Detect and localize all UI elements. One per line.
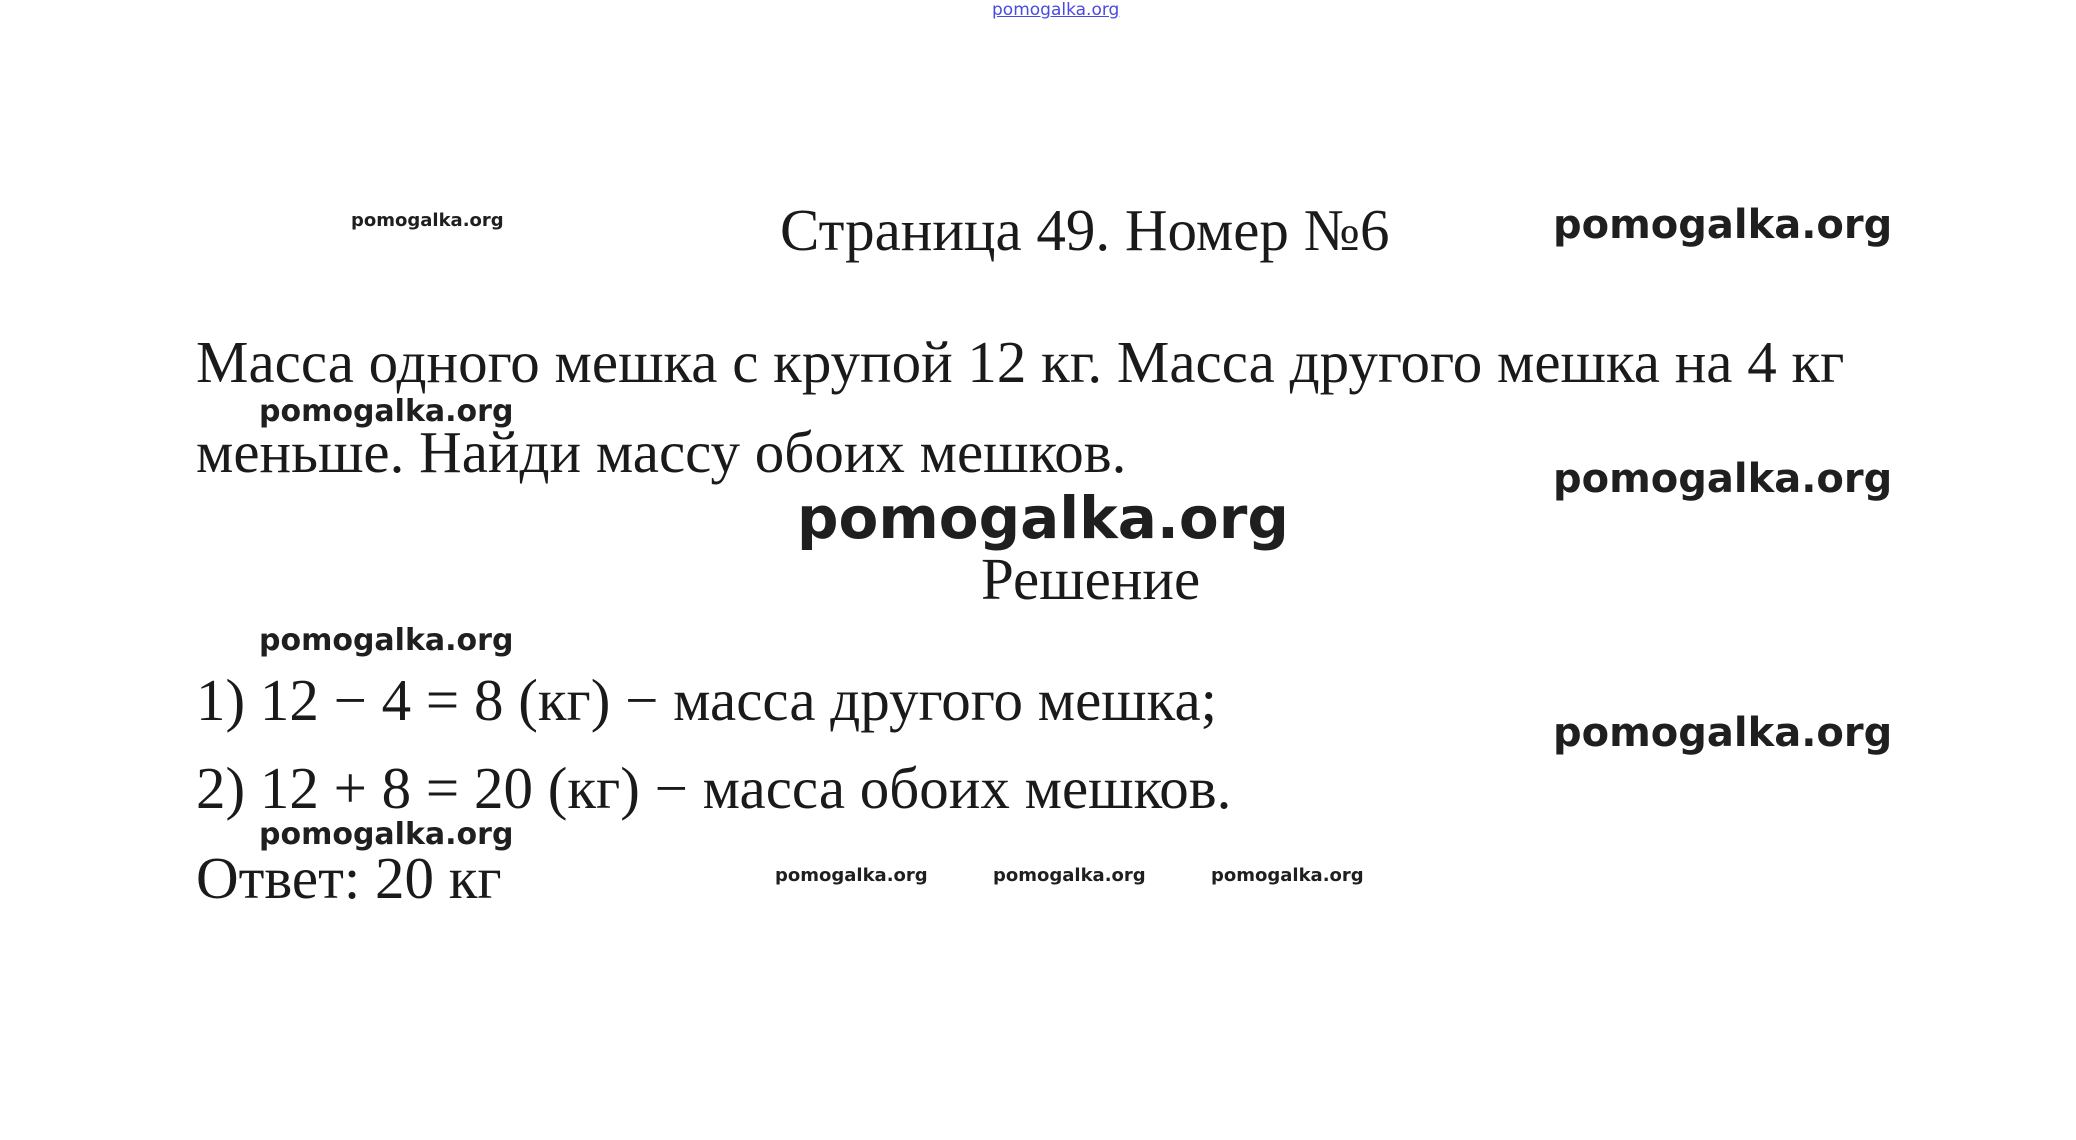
solution-step-1: 1) 12 − 4 = 8 (кг) − масса другого мешка; <box>196 667 1218 733</box>
task-text-line-1: Масса одного мешка с крупой 12 кг. Масса другого мешка на 4 кг <box>196 329 1845 395</box>
solution-heading: Решение <box>981 546 1201 612</box>
watermark: pomogalka.org <box>1553 202 1893 248</box>
task-text-line-2: меньше. Найди массу обоих мешков. <box>196 419 1127 485</box>
watermark: pomogalka.org <box>993 865 1146 886</box>
watermark: pomogalka.org <box>259 817 514 852</box>
site-link[interactable]: pomogalka.org <box>992 0 1120 20</box>
answer-text: Ответ: 20 кг <box>196 845 502 911</box>
watermark: pomogalka.org <box>259 623 514 658</box>
page-title: Страница 49. Номер №6 <box>780 197 1390 263</box>
solution-step-2: 2) 12 + 8 = 20 (кг) − масса обоих мешков. <box>196 755 1232 821</box>
watermark: pomogalka.org <box>1211 865 1364 886</box>
watermark: pomogalka.org <box>797 484 1289 552</box>
watermark: pomogalka.org <box>1553 710 1893 756</box>
watermark: pomogalka.org <box>259 394 514 429</box>
watermark: pomogalka.org <box>351 210 504 231</box>
watermark: pomogalka.org <box>775 865 928 886</box>
watermark: pomogalka.org <box>1553 456 1893 502</box>
